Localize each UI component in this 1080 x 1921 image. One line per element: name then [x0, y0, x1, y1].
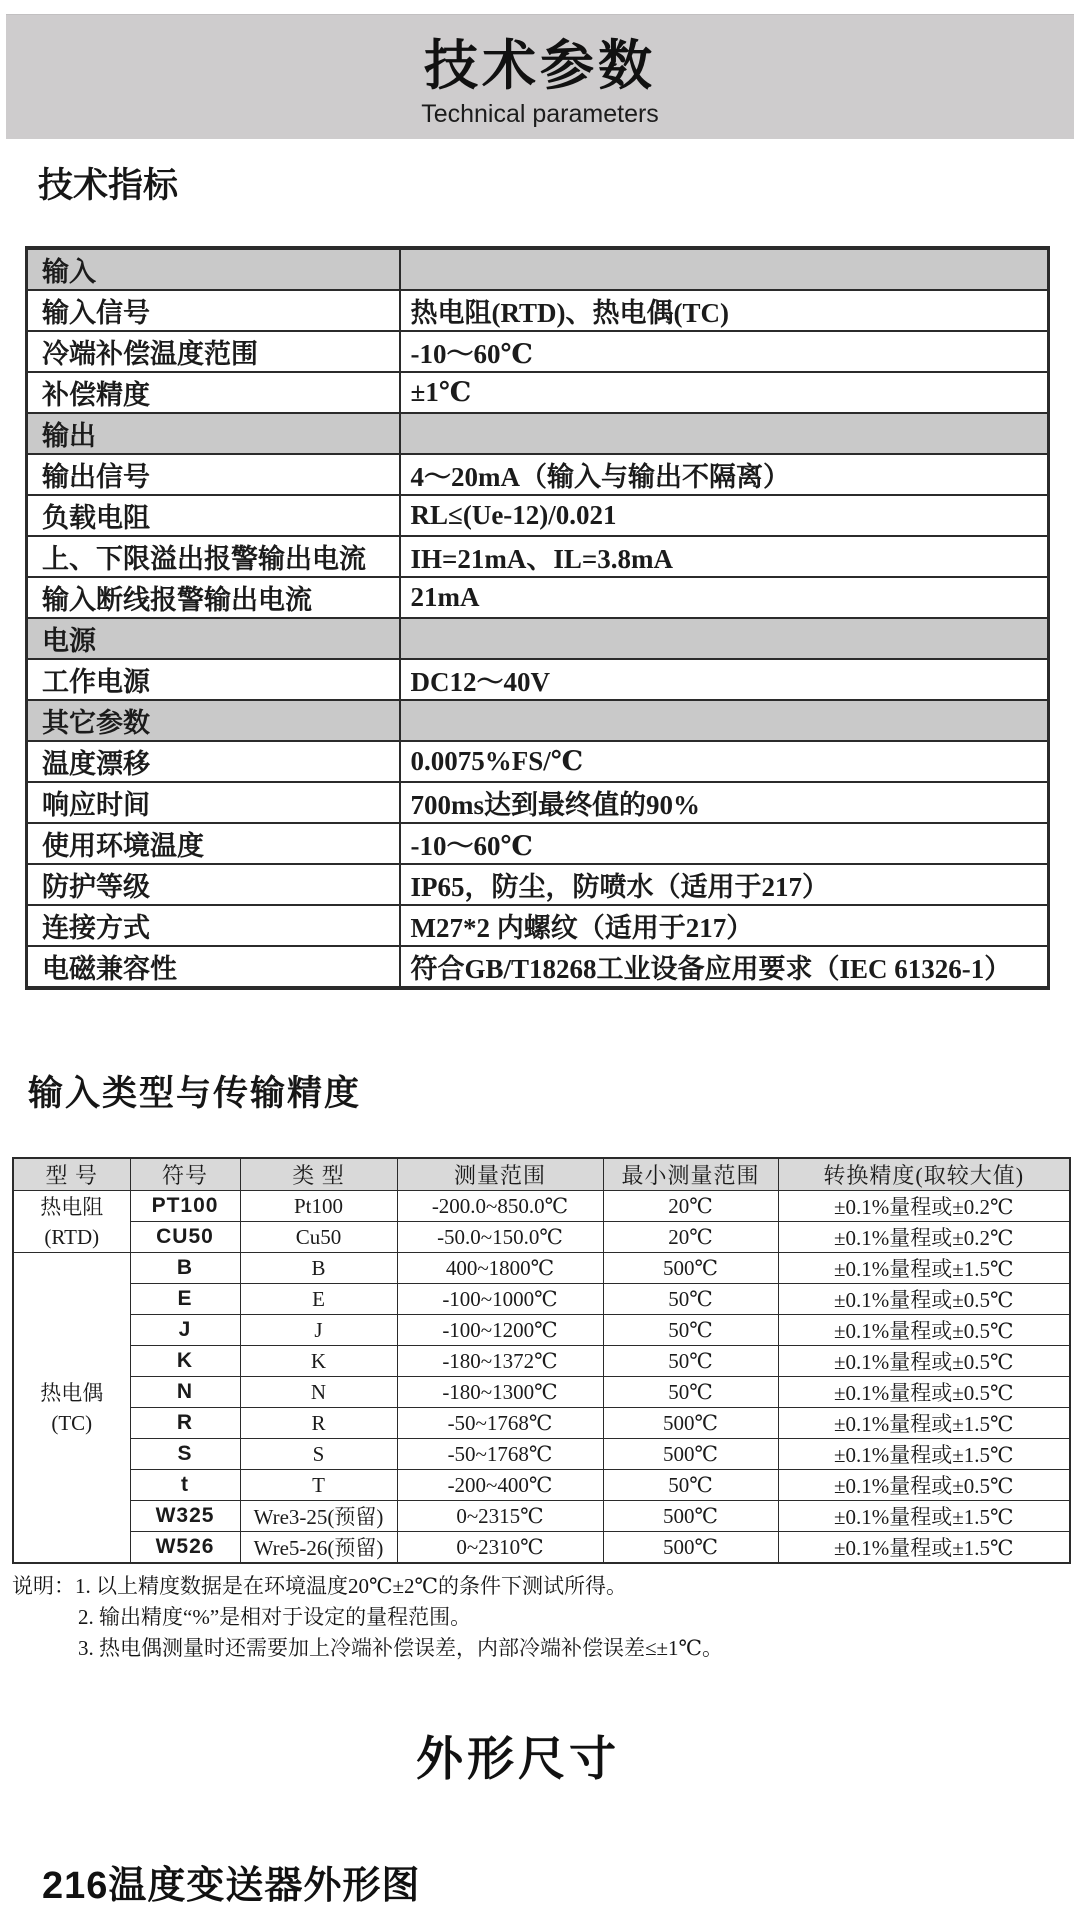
cell-symbol: t: [130, 1470, 240, 1501]
table-row: [13, 1191, 1070, 1222]
cell-type: R: [240, 1408, 397, 1439]
cell-range: -200~400℃: [397, 1470, 603, 1501]
cell-range: -50~1768℃: [397, 1408, 603, 1439]
spec-value: ±1℃: [400, 372, 1049, 413]
page-title: 技术参数: [424, 36, 656, 96]
tech-specs-heading: 技术指标: [38, 166, 179, 205]
spec-value: 符合GB/T18268工业设备应用要求（IEC 61326-1）: [400, 946, 1049, 988]
spec-row: [27, 823, 1049, 864]
spec-label: 输出: [27, 413, 400, 454]
spec-label: 使用环境温度: [27, 823, 400, 864]
cell-min-range: 50℃: [603, 1377, 778, 1408]
cell-accuracy: ±0.1%量程或±1.5℃: [778, 1439, 1070, 1470]
spec-value: 700ms达到最终值的90%: [400, 782, 1049, 823]
note-2: 2. 输出精度“%”是相对于设定的量程范围。: [78, 1605, 472, 1629]
cell-accuracy: ±0.1%量程或±0.5℃: [778, 1315, 1070, 1346]
table-row: [13, 1439, 1070, 1470]
table-row: [13, 1222, 1070, 1253]
accuracy-header-row: [13, 1158, 1070, 1191]
note-1: 说明：1. 以上精度数据是在环境温度20℃±2℃的条件下测试所得。: [12, 1574, 628, 1598]
cell-min-range: 20℃: [603, 1191, 778, 1222]
cell-type: S: [240, 1439, 397, 1470]
spec-row: [27, 372, 1049, 413]
cell-range: 0~2315℃: [397, 1501, 603, 1532]
spec-section-row: [27, 248, 1049, 290]
spec-value: [400, 248, 1049, 290]
cell-min-range: 50℃: [603, 1315, 778, 1346]
cell-type: Wre5-26(预留): [240, 1532, 397, 1564]
model-group-tc: [13, 1253, 130, 1564]
model-line: (RTD): [44, 1224, 100, 1249]
spec-row: [27, 454, 1049, 495]
cell-accuracy: ±0.1%量程或±0.5℃: [778, 1346, 1070, 1377]
spec-row: [27, 577, 1049, 618]
spec-row: [27, 536, 1049, 577]
cell-accuracy: ±0.1%量程或±0.5℃: [778, 1377, 1070, 1408]
cell-symbol: B: [130, 1253, 240, 1284]
cell-type: E: [240, 1284, 397, 1315]
spec-value: 4～20mA（输入与输出不隔离）: [400, 454, 1049, 495]
note-3: 3. 热电偶测量时还需要加上冷端补偿误差，内部冷端补偿误差≤±1℃。: [78, 1636, 724, 1660]
spec-label: 防护等级: [27, 864, 400, 905]
spec-section-row: [27, 413, 1049, 454]
cell-min-range: 50℃: [603, 1470, 778, 1501]
spec-value: IP65，防尘，防喷水（适用于217）: [400, 864, 1049, 905]
table-row: [13, 1377, 1070, 1408]
spec-row: [27, 290, 1049, 331]
spec-label: 工作电源: [27, 659, 400, 700]
col-header-type: 类 型: [240, 1158, 397, 1191]
spec-value: -10～60℃: [400, 823, 1049, 864]
spec-label: 冷端补偿温度范围: [27, 331, 400, 372]
spec-value: [400, 618, 1049, 659]
cell-symbol: CU50: [130, 1222, 240, 1253]
cell-range: -180~1372℃: [397, 1346, 603, 1377]
cell-type: Pt100: [240, 1191, 397, 1222]
model-line: 热电偶: [40, 1380, 104, 1405]
cell-type: K: [240, 1346, 397, 1377]
cell-type: T: [240, 1470, 397, 1501]
table-row: [13, 1284, 1070, 1315]
cell-type: Cu50: [240, 1222, 397, 1253]
table-row: [13, 1408, 1070, 1439]
cell-range: -200.0~850.0℃: [397, 1191, 603, 1222]
spec-value: 21mA: [400, 577, 1049, 618]
cell-range: -50.0~150.0℃: [397, 1222, 603, 1253]
spec-label: 电磁兼容性: [27, 946, 400, 988]
table-row: [13, 1346, 1070, 1377]
banner: [6, 14, 1074, 139]
spec-label: 补偿精度: [27, 372, 400, 413]
model-line: (TC): [51, 1410, 93, 1435]
spec-label: 连接方式: [27, 905, 400, 946]
cell-symbol: K: [130, 1346, 240, 1377]
cell-range: -50~1768℃: [397, 1439, 603, 1470]
spec-label: 电源: [27, 618, 400, 659]
cell-range: -100~1200℃: [397, 1315, 603, 1346]
spec-label: 温度漂移: [27, 741, 400, 782]
spec-row: [27, 495, 1049, 536]
col-header-range: 测量范围: [397, 1158, 603, 1191]
spec-value: [400, 413, 1049, 454]
cell-accuracy: ±0.1%量程或±1.5℃: [778, 1253, 1070, 1284]
cell-type: B: [240, 1253, 397, 1284]
table-row: [13, 1470, 1070, 1501]
spec-label: 输出信号: [27, 454, 400, 495]
model-line: 热电阻: [40, 1194, 104, 1219]
cell-accuracy: ±0.1%量程或±0.5℃: [778, 1470, 1070, 1501]
cell-accuracy: ±0.1%量程或±0.2℃: [778, 1191, 1070, 1222]
spec-row: [27, 782, 1049, 823]
col-header-accuracy: 转换精度(取较大值): [778, 1158, 1070, 1191]
spec-row: [27, 864, 1049, 905]
table-row: [13, 1315, 1070, 1346]
cell-min-range: 500℃: [603, 1408, 778, 1439]
spec-row: [27, 659, 1049, 700]
cell-min-range: 500℃: [603, 1532, 778, 1564]
cell-type: J: [240, 1315, 397, 1346]
table-row: [13, 1501, 1070, 1532]
cell-symbol: J: [130, 1315, 240, 1346]
spec-row: [27, 331, 1049, 372]
cell-min-range: 20℃: [603, 1222, 778, 1253]
spec-label: 其它参数: [27, 700, 400, 741]
cell-range: 0~2310℃: [397, 1532, 603, 1564]
cell-symbol: W526: [130, 1532, 240, 1564]
cell-symbol: S: [130, 1439, 240, 1470]
cell-symbol: N: [130, 1377, 240, 1408]
spec-label: 上、下限溢出报警输出电流: [27, 536, 400, 577]
table-row: [13, 1532, 1070, 1564]
accuracy-table: [12, 1157, 1071, 1564]
spec-label: 负载电阻: [27, 495, 400, 536]
cell-accuracy: ±0.1%量程或±1.5℃: [778, 1532, 1070, 1564]
cell-accuracy: ±0.1%量程或±1.5℃: [778, 1408, 1070, 1439]
cell-accuracy: ±0.1%量程或±0.2℃: [778, 1222, 1070, 1253]
cell-accuracy: ±0.1%量程或±0.5℃: [778, 1284, 1070, 1315]
spec-value: M27*2 内螺纹（适用于217）: [400, 905, 1049, 946]
input-types-heading: 输入类型与传输精度: [28, 1074, 362, 1113]
spec-label: 输入: [27, 248, 400, 290]
cell-symbol: PT100: [130, 1191, 240, 1222]
spec-row: [27, 946, 1049, 988]
cell-min-range: 500℃: [603, 1253, 778, 1284]
spec-section-row: [27, 618, 1049, 659]
cell-type: N: [240, 1377, 397, 1408]
cell-range: -100~1000℃: [397, 1284, 603, 1315]
cell-type: Wre3-25(预留): [240, 1501, 397, 1532]
model-group-rtd: [13, 1191, 130, 1253]
spec-label: 响应时间: [27, 782, 400, 823]
spec-value: DC12～40V: [400, 659, 1049, 700]
cell-accuracy: ±0.1%量程或±1.5℃: [778, 1501, 1070, 1532]
outline-216-heading: 216温度变送器外形图: [42, 1865, 421, 1907]
page-subtitle: Technical parameters: [421, 100, 659, 128]
spec-row: [27, 741, 1049, 782]
col-header-model: 型 号: [13, 1158, 130, 1191]
spec-label: 输入信号: [27, 290, 400, 331]
cell-symbol: E: [130, 1284, 240, 1315]
spec-value: 0.0075%FS/℃: [400, 741, 1049, 782]
spec-value: [400, 700, 1049, 741]
cell-symbol: R: [130, 1408, 240, 1439]
spec-row: [27, 905, 1049, 946]
spec-value: -10～60℃: [400, 331, 1049, 372]
col-header-symbol: 符号: [130, 1158, 240, 1191]
spec-value: IH=21mA、IL=3.8mA: [400, 536, 1049, 577]
dimensions-heading: 外形尺寸: [416, 1732, 620, 1785]
spec-section-row: [27, 700, 1049, 741]
col-header-min-range: 最小测量范围: [603, 1158, 778, 1191]
cell-min-range: 500℃: [603, 1501, 778, 1532]
spec-value: 热电阻(RTD)、热电偶(TC): [400, 290, 1049, 331]
table-row: [13, 1253, 1070, 1284]
cell-min-range: 500℃: [603, 1439, 778, 1470]
cell-min-range: 50℃: [603, 1346, 778, 1377]
spec-table: [25, 246, 1050, 990]
cell-symbol: W325: [130, 1501, 240, 1532]
cell-range: 400~1800℃: [397, 1253, 603, 1284]
spec-label: 输入断线报警输出电流: [27, 577, 400, 618]
spec-value: RL≤(Ue-12)/0.021: [400, 495, 1049, 536]
cell-min-range: 50℃: [603, 1284, 778, 1315]
cell-range: -180~1300℃: [397, 1377, 603, 1408]
